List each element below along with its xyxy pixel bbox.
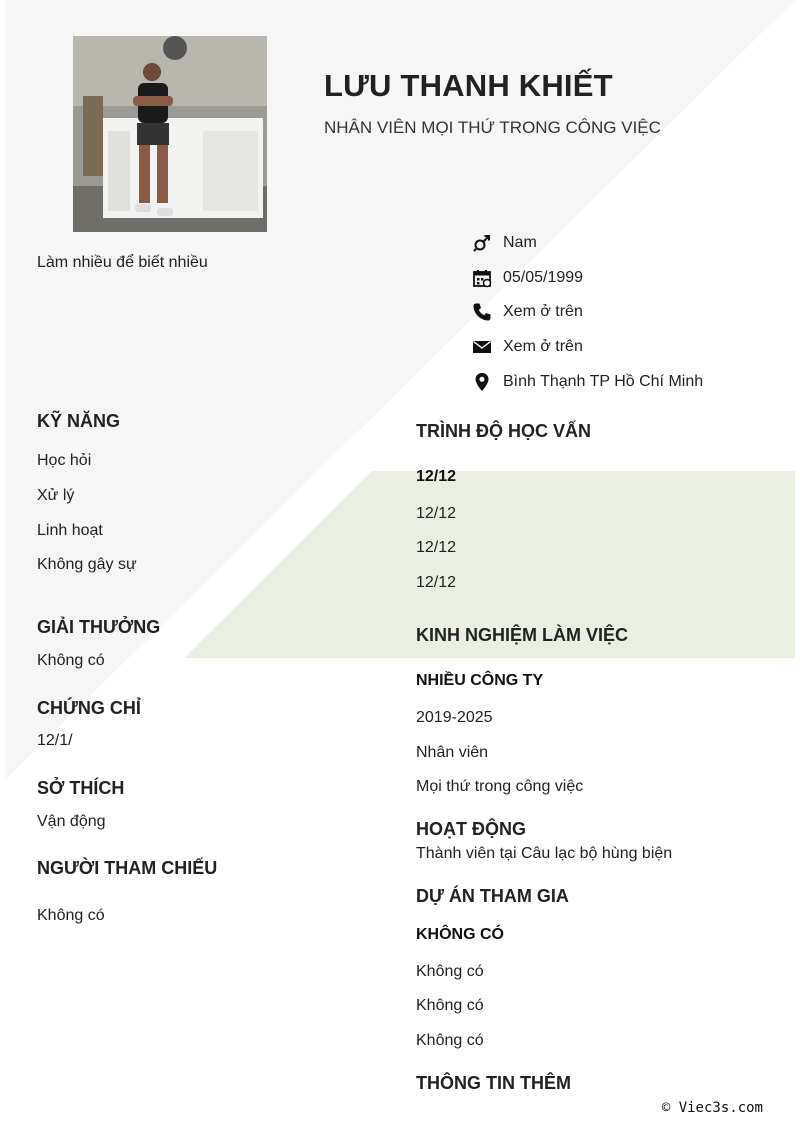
experience-heading: KINH NGHIỆM LÀM VIỆC	[416, 625, 629, 645]
experience-line: 2019-2025	[416, 709, 493, 726]
experience-line: Mọi thứ trong công việc	[416, 778, 584, 795]
contact-phone	[472, 301, 583, 323]
award-item: Không có	[37, 652, 105, 669]
projects-heading: DỰ ÁN THAM GIA	[416, 886, 569, 906]
skill-item: Linh hoạt	[37, 522, 103, 539]
contact-gender-value: Nam	[503, 234, 537, 251]
watermark: © Viec3s.com	[661, 1100, 763, 1116]
contact-birthday-value: 05/05/1999	[503, 269, 584, 286]
profile-photo	[73, 36, 267, 232]
location-pin-icon	[472, 372, 492, 392]
project-line: Không có	[416, 1032, 484, 1049]
contact-email-value: Xem ở trên	[503, 338, 583, 355]
education-line: 12/12	[416, 574, 457, 591]
career-objective: Làm nhiều để biết nhiều	[37, 254, 208, 271]
awards-heading: GIẢI THƯỞNG	[37, 617, 161, 637]
certificates-heading: CHỨNG CHỈ	[37, 698, 141, 718]
skills-heading: KỸ NĂNG	[37, 411, 121, 431]
candidate-name: LƯU THANH KHIẾT	[324, 68, 613, 103]
skill-item: Xử lý	[37, 487, 75, 504]
gender-icon	[472, 233, 492, 253]
hobbies-heading: SỞ THÍCH	[37, 778, 125, 798]
contact-email	[472, 336, 583, 358]
activities-heading: HOẠT ĐỘNG	[416, 819, 526, 839]
contact-address-value: Bình Thạnh TP Hồ Chí Minh	[503, 373, 704, 390]
hobby-item: Vận động	[37, 813, 106, 830]
reference-item: Không có	[37, 907, 105, 924]
experience-company: NHIỀU CÔNG TY	[416, 672, 544, 689]
skill-item: Không gây sự	[37, 556, 137, 573]
contact-gender	[472, 232, 537, 254]
project-line: Không có	[416, 997, 484, 1014]
contact-address	[472, 371, 703, 393]
calendar-icon	[472, 268, 492, 288]
education-school: 12/12	[416, 468, 457, 485]
mail-icon	[472, 337, 492, 357]
certificate-item: 12/1/	[37, 732, 73, 749]
project-line: Không có	[416, 963, 484, 980]
more-info-heading: THÔNG TIN THÊM	[416, 1073, 571, 1093]
skill-item: Học hỏi	[37, 452, 92, 469]
references-heading: NGƯỜI THAM CHIẾU	[37, 858, 218, 878]
education-line: 12/12	[416, 505, 457, 522]
activity-line: Thành viên tại Câu lạc bộ hùng biện	[416, 845, 673, 862]
education-line: 12/12	[416, 539, 457, 556]
contact-birthday	[472, 267, 583, 289]
project-name: KHÔNG CÓ	[416, 926, 504, 943]
job-title: NHÂN VIÊN MỌI THỨ TRONG CÔNG VIỆC	[324, 118, 661, 137]
education-heading: TRÌNH ĐỘ HỌC VẤN	[416, 421, 591, 441]
phone-icon	[472, 302, 492, 322]
experience-line: Nhân viên	[416, 744, 489, 761]
contact-phone-value: Xem ở trên	[503, 303, 583, 320]
